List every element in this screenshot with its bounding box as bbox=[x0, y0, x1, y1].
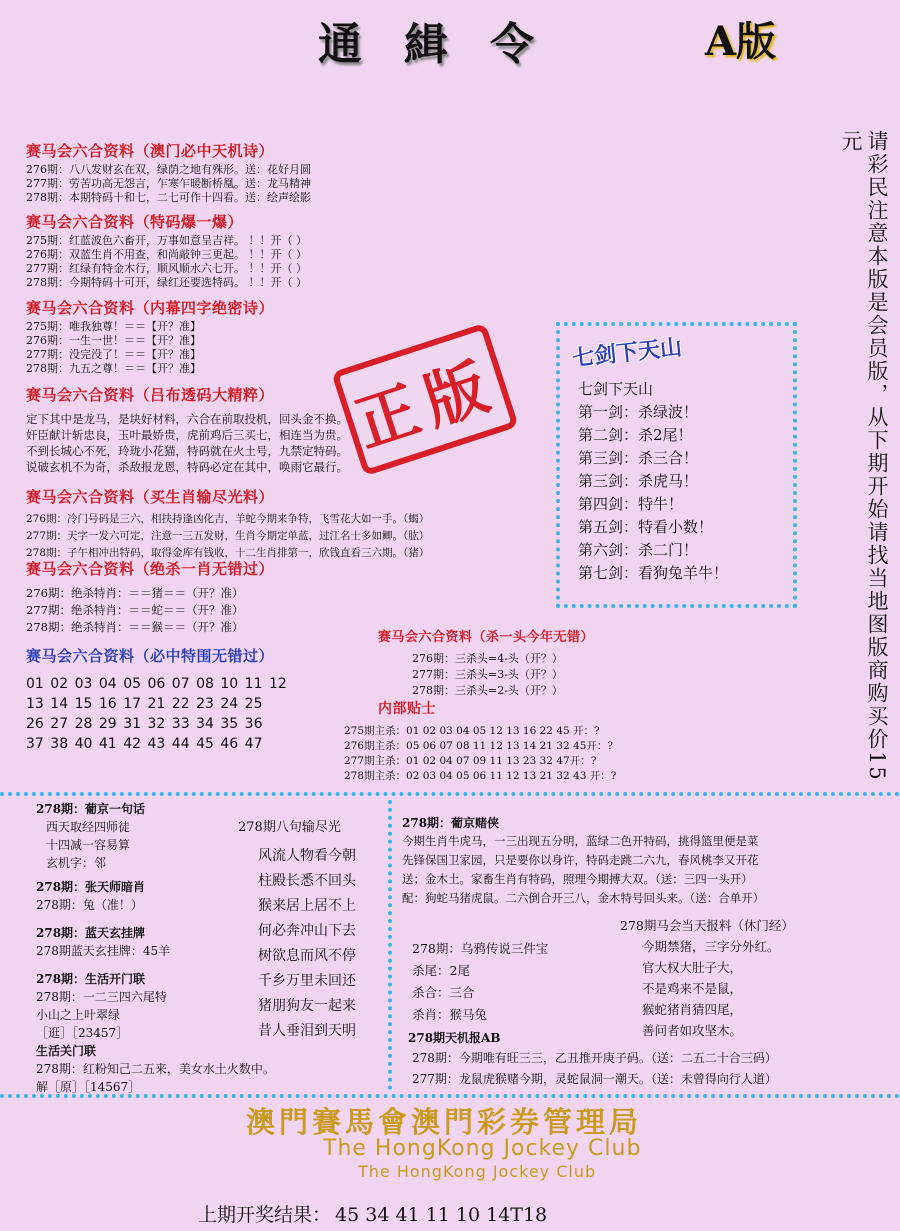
number-cell: 21 bbox=[147, 696, 166, 712]
rest-door-verse bbox=[620, 916, 794, 1041]
list-item: 278期蓝天玄挂牌：45羊 bbox=[36, 944, 171, 958]
list-item: 先锋保国卫家园，只是要你以身许，特码走跳二六九，春风桃李又开花 bbox=[402, 853, 759, 867]
list-item: 杀肖：猴马兔 bbox=[412, 1007, 488, 1022]
list-item: 278期：今期特码十可开，绿红还要选特码。 ！！开（ ） bbox=[26, 276, 307, 289]
section-zodiac bbox=[26, 486, 429, 562]
list-item: 官大权大肚子大， bbox=[642, 960, 743, 975]
number-cell: 01 bbox=[26, 676, 44, 692]
list-item: 276期主杀：05 06 07 08 11 12 13 14 21 32 45开：? bbox=[344, 740, 614, 752]
list-item: 第三剑：杀虎马！ bbox=[578, 472, 699, 490]
list-item: 玄机字：邻 bbox=[46, 856, 107, 870]
page-title: 通緝令 bbox=[318, 19, 576, 70]
number-cell: 04 bbox=[98, 676, 117, 692]
number-cell: 34 bbox=[196, 716, 214, 732]
number-cell: 29 bbox=[98, 716, 117, 732]
list-item: 生活关门联 bbox=[36, 1044, 97, 1058]
last-result-label: 上期开奖结果： bbox=[198, 1204, 332, 1226]
list-item: 柱殿长悉不回头 bbox=[258, 873, 356, 889]
list-item: 276期：一生一世！＝＝【开？准】 bbox=[26, 334, 201, 347]
list-item: 276期：八八发财玄在双，绿荫之地有殊形。送：花好月圆 bbox=[26, 163, 311, 176]
list-item: 277期：天字一发六可定，注意一三五发财，生肖今期定单蓝，过江名士多如鲫。（肱） bbox=[26, 530, 430, 542]
list-item: 278期：子午相冲出特码，取得金库有钱收，十二生肖排第一，欣钱直看三六期。（猪） bbox=[26, 547, 430, 559]
list-item: 千乡万里未回还 bbox=[258, 973, 356, 989]
number-cell: 28 bbox=[74, 716, 93, 732]
section-title: 赛马会六合资料（内幕四字绝密诗） bbox=[26, 299, 275, 317]
list-item: 278期：葡京一句话 bbox=[36, 802, 146, 816]
list-item: 278期：张天师暗肖 bbox=[36, 880, 146, 894]
number-cell: 03 bbox=[74, 676, 93, 692]
list-item: 十四减一容易算 bbox=[46, 838, 131, 852]
eight-line-poem bbox=[238, 818, 356, 1044]
footer-english-1: The HongKong Jockey Club bbox=[323, 1136, 642, 1161]
section-kill-head bbox=[378, 626, 594, 699]
seven-swords-banner: 七剑下天山 bbox=[571, 334, 684, 372]
list-item: 277期：绝杀特肖：＝＝蛇＝＝（开？准） bbox=[26, 603, 244, 617]
section-title: 278期天机报AB bbox=[408, 1031, 501, 1045]
list-item: 不到长城心不死，玲珑小花猫，特码就在火土号，九禁定特码。 bbox=[26, 444, 348, 458]
list-item: 276期：三杀头=4-头（开？） bbox=[412, 652, 563, 665]
list-item: 善问者如攻坚木。 bbox=[642, 1023, 743, 1038]
number-cell: 07 bbox=[171, 676, 190, 692]
list-item: 杀尾：2尾 bbox=[412, 963, 470, 978]
number-cell: 11 bbox=[244, 676, 263, 692]
number-cell: 23 bbox=[196, 696, 214, 712]
list-item: 杀合：三合 bbox=[412, 985, 475, 1000]
list-item: 278期：乌鸦传说三件宝 bbox=[412, 941, 549, 956]
number-cell: 38 bbox=[50, 736, 69, 752]
list-item: 276期：绝杀特肖：＝＝猪＝＝（开？准） bbox=[26, 586, 244, 600]
list-item: 猴蛇猪肖猜四尾， bbox=[642, 1002, 743, 1017]
list-item: ［逛］［23457］ bbox=[36, 1026, 129, 1040]
last-result bbox=[198, 1200, 547, 1227]
list-item: 第五剑：特看小数！ bbox=[578, 518, 714, 536]
number-cell: 40 bbox=[74, 736, 93, 752]
number-cell: 25 bbox=[244, 696, 263, 712]
number-cell: 02 bbox=[50, 676, 69, 692]
list-item: 275期：红蓝波色六畜开，万事如意呈吉祥。 ！！开（ ） bbox=[26, 234, 307, 247]
number-cell: 24 bbox=[220, 696, 239, 712]
list-item: 七剑下天山 bbox=[578, 380, 654, 398]
list-item: 278期：一二三四六尾特 bbox=[36, 990, 167, 1004]
number-cell: 08 bbox=[196, 676, 214, 692]
number-cell: 42 bbox=[123, 736, 142, 752]
section-four-char-poem bbox=[26, 297, 274, 376]
section-lvbu bbox=[26, 384, 348, 475]
number-cell: 37 bbox=[26, 736, 44, 752]
list-item: 276期：双蓝生肖不用查，和尚敲钟三更起。 ！！开（ ） bbox=[26, 248, 307, 261]
number-cell: 31 bbox=[123, 716, 142, 732]
number-cell: 36 bbox=[244, 716, 263, 732]
number-cell: 43 bbox=[147, 736, 166, 752]
list-item: 275期：唯我独尊！＝＝【开？准】 bbox=[26, 320, 201, 333]
list-item: 278期：红粉知己二五来，美女水土火数中。 bbox=[36, 1062, 275, 1076]
section-title: 赛马会六合资料（澳门必中天机诗） bbox=[26, 142, 275, 160]
number-cell: 05 bbox=[123, 676, 142, 692]
edition-label: A版 bbox=[705, 18, 777, 65]
number-cell: 26 bbox=[26, 716, 44, 732]
last-result-value: 45 34 41 11 10 14T18 bbox=[335, 1204, 548, 1226]
divider bbox=[388, 800, 392, 1090]
number-cell: 22 bbox=[171, 696, 190, 712]
list-item: 猴来居上居不上 bbox=[258, 898, 356, 914]
genuine-stamp: 正版 bbox=[331, 323, 519, 477]
number-cell: 45 bbox=[196, 736, 214, 752]
list-item: 277期：没完没了！＝＝【开？准】 bbox=[26, 348, 201, 361]
list-item: 278期：兔（准！） bbox=[36, 898, 143, 912]
section-kill-zodiac bbox=[26, 558, 274, 636]
list-item: 今期禁猪，三字分外红。 bbox=[642, 939, 780, 954]
poem-title: 278期八句输尽光 bbox=[238, 820, 341, 835]
list-item: 昔人垂泪到天明 bbox=[258, 1023, 356, 1039]
section-title: 赛马会六合资料（吕布透码大精粹） bbox=[26, 386, 275, 404]
number-cell: 46 bbox=[220, 736, 239, 752]
section-special-range bbox=[26, 645, 293, 752]
list-item: 278期：生活开门联 bbox=[36, 972, 146, 986]
list-item: 277期：三杀头=3-头（开？） bbox=[412, 668, 563, 681]
list-item: 275期主杀：01 02 03 04 05 12 13 16 22 45 开：? bbox=[344, 725, 600, 737]
section-title: 赛马会六合资料（买生肖输尽光料） bbox=[26, 488, 275, 506]
list-item: 278期：九五之尊！＝＝【开？准】 bbox=[26, 362, 201, 375]
seven-swords-list bbox=[578, 378, 728, 585]
number-cell: 44 bbox=[171, 736, 190, 752]
list-item: 解［原］［14567］ bbox=[36, 1080, 141, 1094]
seven-swords-box bbox=[556, 322, 797, 608]
vertical-notice: 请彩民注意本版是会员版，从下期开始请找当地图版商购买价15元 bbox=[839, 130, 889, 782]
list-item: 奸臣献计斩忠良，玉叶最娇贵，虎前鸡后三买七，相连当为贵。 bbox=[26, 428, 348, 442]
list-item: 配：狗蛇马猪虎鼠。二六倒合开三八，金木特号回头来。（送：合单开） bbox=[402, 891, 765, 905]
number-cell: 14 bbox=[50, 696, 69, 712]
list-item: 猪朋狗友一起来 bbox=[258, 998, 356, 1014]
list-item: 278期：本期特码十和七，二七可作十四看。送：绘声绘影 bbox=[26, 191, 311, 204]
number-cell: 27 bbox=[50, 716, 69, 732]
list-item: 277期：红绿有特金木行，顺风顺水六七开。 ！！开（ ） bbox=[26, 262, 307, 275]
number-cell: 41 bbox=[98, 736, 117, 752]
number-cell bbox=[269, 716, 293, 732]
list-item: 278期主杀：02 03 04 05 06 11 12 13 21 32 43 开：? bbox=[344, 770, 617, 782]
number-cell bbox=[269, 736, 293, 752]
list-item: 276期：冷门号码是三六，相扶持逢凶化吉，羊蛇今期来争特，飞雪花大如一手。（蝎） bbox=[26, 513, 430, 525]
divider bbox=[0, 792, 900, 796]
number-cell: 32 bbox=[147, 716, 166, 732]
number-cell: 06 bbox=[147, 676, 166, 692]
list-item: 第一剑：杀绿波！ bbox=[578, 403, 699, 421]
list-item: 第三剑：杀三合！ bbox=[578, 449, 699, 467]
section-tianji-poem bbox=[26, 140, 311, 205]
number-cell: 35 bbox=[220, 716, 239, 732]
list-item: 西天取经四师徒 bbox=[46, 820, 131, 834]
list-item: 第二剑：杀2尾！ bbox=[578, 426, 693, 444]
footer-english-2: The HongKong Jockey Club bbox=[358, 1162, 597, 1181]
list-item: 第六剑：杀二门！ bbox=[578, 541, 699, 559]
bottom-right-panel bbox=[402, 814, 892, 908]
number-cell: 47 bbox=[244, 736, 263, 752]
list-item: 第七剑：看狗兔羊牛！ bbox=[578, 564, 729, 582]
list-item: 今期生肖牛虎马，一三出现五分明，蓝绿二色开特码，挑得篮里便是菜 bbox=[402, 834, 759, 848]
number-cell bbox=[269, 696, 293, 712]
section-title: 278期：葡京赌侠 bbox=[402, 816, 500, 830]
list-item: 说破玄机不为奇，杀敌报龙恩，特码必定在其中，唤雨它最行。 bbox=[26, 460, 348, 474]
crow-verse bbox=[412, 938, 548, 1026]
list-item: 何必奔冲山下去 bbox=[258, 923, 356, 939]
number-cell: 15 bbox=[74, 696, 93, 712]
list-item: 树欲息而风不停 bbox=[258, 948, 356, 964]
list-item: 277期：劳苦功高无怨言，乍寒乍暖断桥凰。送：龙马精神 bbox=[26, 177, 311, 190]
list-item: 小山之上叶翠绿 bbox=[36, 1008, 121, 1022]
number-cell: 12 bbox=[268, 676, 287, 692]
list-item: 风流人物看今朝 bbox=[258, 848, 356, 864]
list-item: 277期：龙鼠虎猴赌今期，灵蛇鼠洞一潮天。（送：未曾得向行人道） bbox=[412, 1072, 777, 1086]
section-title: 赛马会六合资料（杀一头今年无错） bbox=[378, 630, 595, 645]
section-title: 278期马会当天报料（休门经） bbox=[620, 918, 794, 933]
list-item: 第四剑：特牛！ bbox=[578, 495, 684, 513]
list-item: 278期：今期唯有旺三三，乙丑推开庚子码。（送：二五二十合三码） bbox=[412, 1051, 777, 1065]
section-special-code bbox=[26, 211, 307, 290]
section-insider-tips bbox=[344, 698, 617, 784]
list-item: 定下其中是龙马，是块好材料，六合在前取投机，回头金不换。 bbox=[26, 412, 348, 426]
footer-org-name: 澳門賽馬會澳門彩券管理局 bbox=[246, 1105, 643, 1139]
section-title: 赛马会六合资料（特码爆一爆） bbox=[26, 213, 244, 231]
number-cell: 10 bbox=[220, 676, 239, 692]
section-title: 赛马会六合资料（必中特围无错过） bbox=[26, 647, 275, 665]
list-item: 278期：绝杀特肖：＝＝猴＝＝（开？准） bbox=[26, 620, 244, 634]
tianji-ab bbox=[408, 1028, 777, 1090]
number-grid bbox=[26, 676, 293, 752]
list-item: 277期主杀：01 02 04 07 09 11 13 23 32 47开：? bbox=[344, 755, 597, 767]
section-title: 内部贴士 bbox=[378, 701, 436, 717]
section-title: 赛马会六合资料（绝杀一肖无错过） bbox=[26, 560, 275, 578]
number-cell: 16 bbox=[98, 696, 117, 712]
list-item: 278期：三杀头=2-头（开？） bbox=[412, 684, 563, 697]
list-item: 送；金木土。家畜生肖有特码，照理今期搏大双。（送：三四一头开） bbox=[402, 872, 753, 886]
number-cell: 13 bbox=[26, 696, 44, 712]
number-cell: 33 bbox=[171, 716, 190, 732]
list-item: 278期：蓝天玄挂牌 bbox=[36, 926, 146, 940]
number-cell: 17 bbox=[123, 696, 142, 712]
list-item: 不是鸡来不是鼠， bbox=[642, 981, 743, 996]
